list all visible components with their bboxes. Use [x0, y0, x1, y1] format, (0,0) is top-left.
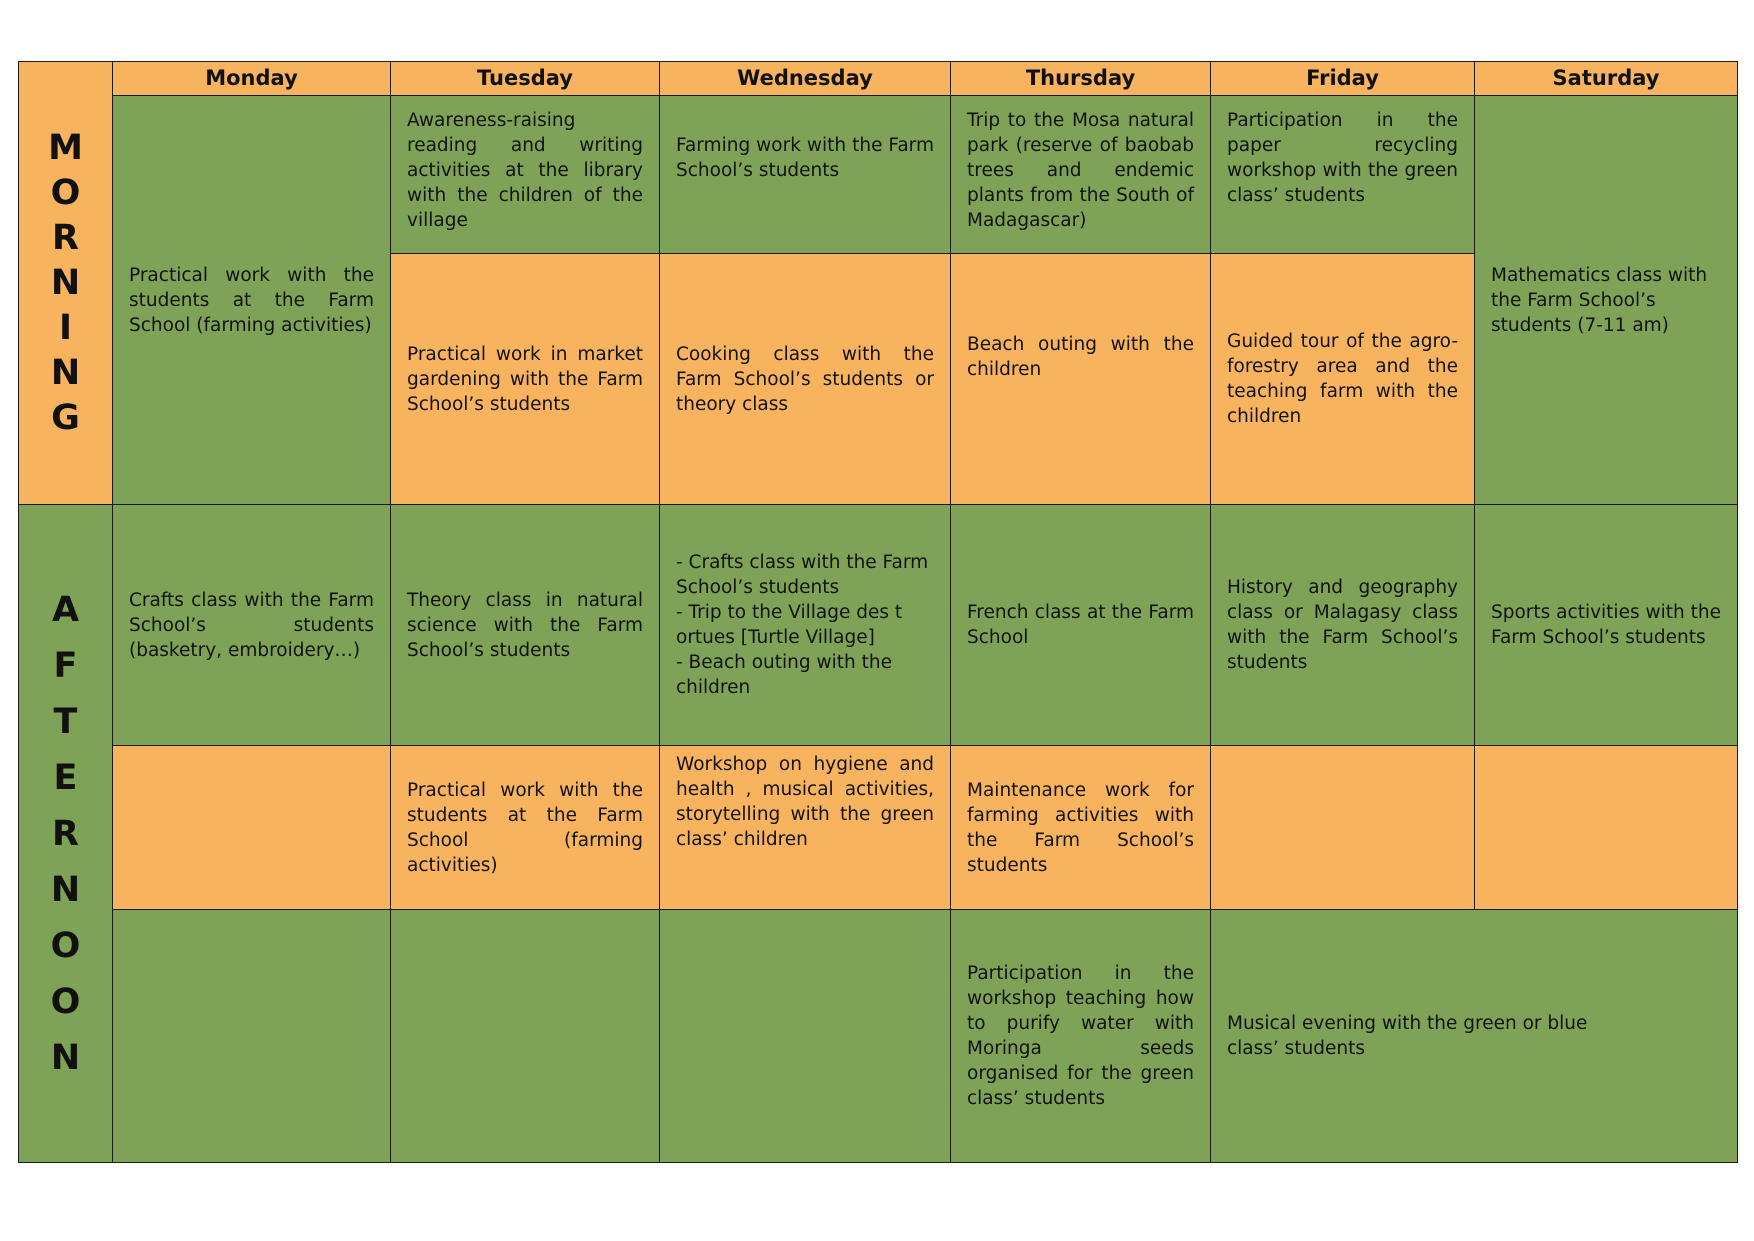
- friday-morning-activity-1: [1210, 95, 1475, 254]
- wednesday-afternoon-activity-3: [659, 909, 951, 1163]
- monday-afternoon-activity-1: [112, 504, 391, 746]
- header-wednesday: Wednesday: [659, 61, 951, 96]
- activity-text: Workshop on hygiene and health , musical activities, storytelling with the green class’ children: [676, 754, 934, 850]
- header-thursday: Thursday: [950, 61, 1211, 96]
- wednesday-afternoon-activity-1: [659, 504, 951, 746]
- activity-text: Theory class in natural science with the Farm School’s students: [407, 589, 643, 661]
- period-letter: F: [53, 645, 78, 686]
- saturday-afternoon-activity-2: [1474, 745, 1738, 910]
- activity-list-item: - Beach outing with the children: [676, 652, 893, 698]
- afternoon-letters: [51, 582, 81, 1086]
- tuesday-afternoon-activity-1: [390, 504, 660, 746]
- thursday-morning-activity-1: [950, 95, 1211, 254]
- activity-text: Participation in the paper recycling workshop with the green class’ students: [1227, 110, 1458, 206]
- activity-text: Trip to the Mosa natural park (reserve of baobab trees and endemic plants from the South of Madagascar): [967, 110, 1194, 231]
- friday-morning-activity-2: [1210, 253, 1475, 505]
- period-letter: G: [51, 397, 80, 438]
- period-letter: N: [50, 869, 81, 910]
- activity-text: Mathematics class with the Farm School’s students (7-11 am): [1491, 264, 1708, 336]
- activity-text: History and geography class or Malagasy class with the Farm School’s students: [1227, 577, 1458, 673]
- header-saturday: Saturday: [1474, 61, 1738, 96]
- activity-text: Beach outing with the children: [967, 334, 1194, 380]
- monday-afternoon-activity-3: [112, 909, 391, 1163]
- thursday-morning-activity-2: [950, 253, 1211, 505]
- period-letter: I: [58, 307, 73, 348]
- thursday-afternoon-activity-3: [950, 909, 1211, 1163]
- tuesday-afternoon-activity-2: [390, 745, 660, 910]
- friday-afternoon-activity-2: [1210, 745, 1475, 910]
- friday-saturday-afternoon-activity-3: [1210, 909, 1738, 1163]
- activity-text: Awareness-raising reading and writing activities at the library with the children of the village: [407, 110, 643, 231]
- period-letter: O: [50, 981, 81, 1022]
- activity-text: French class at the Farm School: [967, 602, 1194, 648]
- activity-text: Practical work with the students at the Farm School (farming activities): [129, 264, 374, 336]
- saturday-morning-activity: [1474, 95, 1738, 505]
- thursday-afternoon-activity-2: [950, 745, 1211, 910]
- activity-text: Musical evening with the green or blue class’ students: [1227, 1013, 1588, 1059]
- wednesday-morning-activity-2: [659, 253, 951, 505]
- tuesday-afternoon-activity-3: [390, 909, 660, 1163]
- period-letter: N: [50, 1037, 81, 1078]
- period-letter: O: [50, 925, 81, 966]
- activity-text: Cooking class with the Farm School’s students or theory class: [676, 343, 934, 415]
- period-letter: A: [51, 589, 80, 630]
- tuesday-morning-activity-2: [390, 253, 660, 505]
- morning-label: [18, 61, 113, 505]
- activity-list-item: - Crafts class with the Farm School’s students: [676, 552, 929, 598]
- monday-afternoon-activity-2: [112, 745, 391, 910]
- activity-text: Participation in the workshop teaching how to purify water with Moringa seeds organised for the green class’ students: [967, 963, 1194, 1109]
- thursday-afternoon-activity-1: [950, 504, 1211, 746]
- weekly-schedule-table: [18, 61, 1738, 1163]
- wednesday-morning-activity-1: [659, 95, 951, 254]
- period-letter: N: [50, 262, 81, 303]
- period-letter: N: [50, 352, 81, 393]
- header-monday: Monday: [112, 61, 391, 96]
- activity-text: Crafts class with the Farm School’s students (basketry, embroidery…): [129, 589, 374, 661]
- header-tuesday: Tuesday: [390, 61, 660, 96]
- period-letter: E: [53, 757, 78, 798]
- friday-afternoon-activity-1: [1210, 504, 1475, 746]
- period-letter: M: [48, 127, 83, 168]
- activity-text: Maintenance work for farming activities with the Farm School’s students: [967, 779, 1194, 876]
- activity-text: Farming work with the Farm School’s students: [676, 135, 934, 181]
- activity-text: Sports activities with the Farm School’s students: [1491, 602, 1721, 648]
- wednesday-afternoon-activity-2: [659, 745, 951, 910]
- period-letter: R: [52, 217, 79, 258]
- saturday-afternoon-activity-1: [1474, 504, 1738, 746]
- afternoon-label: [18, 504, 113, 1163]
- period-letter: R: [52, 813, 79, 854]
- period-letter: O: [50, 172, 81, 213]
- header-friday: Friday: [1210, 61, 1475, 96]
- activity-text: Guided tour of the agro-forestry area and the teaching farm with the children: [1227, 331, 1458, 427]
- monday-morning-activity: [112, 95, 391, 505]
- activity-text: Practical work in market gardening with the Farm School’s students: [407, 343, 643, 415]
- activity-list-item: - Trip to the Village des t ortues [Turtle Village]: [676, 602, 903, 648]
- morning-letters: [48, 126, 83, 441]
- period-letter: T: [53, 701, 78, 742]
- tuesday-morning-activity-1: [390, 95, 660, 254]
- activity-text: Practical work with the students at the Farm School (farming activities): [407, 779, 643, 876]
